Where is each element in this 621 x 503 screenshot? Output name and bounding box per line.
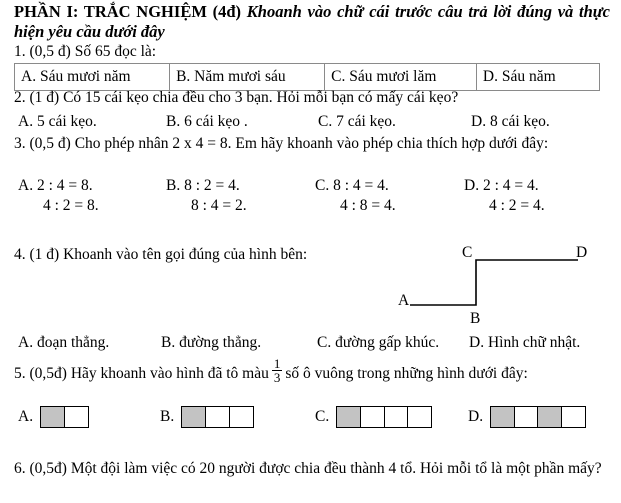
question-1-stem: 1. (0,5 đ) Số 65 đọc là:	[14, 43, 157, 60]
fraction-numerator: 1	[273, 356, 281, 371]
grid-cell	[490, 406, 515, 428]
shape-d-strip	[490, 406, 586, 428]
question-1-option-c[interactable]: C. Sáu mươi lăm	[325, 64, 477, 91]
grid-cell	[561, 406, 586, 428]
grid-cell	[360, 406, 385, 428]
question-1-options-table	[14, 63, 600, 91]
grid-cell	[229, 406, 254, 428]
question-2-option-a[interactable]: A. 5 cái kẹo.	[18, 113, 97, 130]
shape-c-strip	[336, 406, 432, 428]
question-3-option-d-line2[interactable]: 4 : 2 = 4.	[489, 197, 545, 214]
grid-cell	[514, 406, 539, 428]
question-5-shape-c[interactable]	[315, 402, 432, 432]
question-3-option-a-line1[interactable]: A. 2 : 4 = 8.	[18, 177, 93, 194]
question-4-stem: 4. (1 đ) Khoanh vào tên gọi đúng của hình bên:	[14, 246, 308, 263]
question-3-stem: 3. (0,5 đ) Cho phép nhân 2 x 4 = 8. Em hãy khoanh vào phép chia thích hợp dưới đây:	[14, 135, 549, 152]
grid-cell	[336, 406, 361, 428]
question-1-option-d[interactable]: D. Sáu năm	[476, 64, 599, 91]
grid-cell	[384, 406, 409, 428]
question-2-option-b[interactable]: B. 6 cái kẹo .	[166, 113, 248, 130]
question-4-figure	[398, 243, 588, 333]
grid-cell	[181, 406, 206, 428]
question-4-option-b[interactable]: B. đường thẳng.	[161, 334, 262, 351]
shape-a-letter: A.	[18, 408, 34, 426]
shape-c-letter: C.	[315, 408, 330, 426]
grid-cell	[205, 406, 230, 428]
question-5-shapes	[0, 402, 621, 436]
question-3-option-b-line2[interactable]: 8 : 4 = 2.	[191, 197, 247, 214]
question-5-stem-after: số ô vuông trong những hình dưới đây:	[285, 364, 528, 382]
question-3-option-a-line2[interactable]: 4 : 2 = 8.	[43, 197, 99, 214]
question-2-stem: 2. (1 đ) Có 15 cái kẹo chia đều cho 3 bạn. Hỏi mỗi bạn có mấy cái kẹo?	[14, 89, 459, 106]
grid-cell	[40, 406, 65, 428]
question-1-option-a[interactable]: A. Sáu mươi năm	[15, 64, 170, 91]
shape-d-letter: D.	[468, 408, 484, 426]
figure-label-b: B	[470, 310, 481, 327]
question-3-option-c-line1[interactable]: C. 8 : 4 = 4.	[315, 177, 389, 194]
grid-cell	[64, 406, 89, 428]
question-2-option-c[interactable]: C. 7 cái kẹo.	[318, 113, 396, 130]
part-heading	[14, 2, 610, 42]
question-4-option-a[interactable]: A. đoạn thẳng.	[18, 334, 110, 351]
question-5-shape-d[interactable]	[468, 402, 586, 432]
question-5-shape-a[interactable]	[18, 402, 89, 432]
grid-cell	[407, 406, 432, 428]
part-heading-bold: PHẦN I: TRẮC NGHIỆM (4đ)	[14, 2, 242, 21]
grid-cell	[537, 406, 562, 428]
question-2-option-d[interactable]: D. 8 cái kẹo.	[471, 113, 550, 130]
question-4-option-d[interactable]: D. Hình chữ nhật.	[469, 334, 581, 351]
figure-label-a: A	[398, 292, 410, 309]
fraction-one-third	[272, 357, 283, 385]
figure-label-c: C	[462, 244, 473, 261]
shape-b-strip	[181, 406, 253, 428]
part-heading-italic: Khoanh vào chữ cái trước câu trả lời đúng và thực hiện yêu cầu dưới đây	[14, 2, 610, 41]
question-4-option-c[interactable]: C. đường gấp khúc.	[317, 334, 440, 351]
shape-a-strip	[40, 406, 89, 428]
question-5-stem-before: 5. (0,5đ) Hãy khoanh vào hình đã tô màu	[14, 364, 269, 382]
question-3-option-c-line2[interactable]: 4 : 8 = 4.	[340, 197, 396, 214]
question-6-stem: 6. (0,5đ) Một đội làm việc có 20 người được chia đều thành 4 tổ. Hỏi mỗi tổ là một phần mấy?	[14, 460, 602, 477]
question-3-option-b-line1[interactable]: B. 8 : 2 = 4.	[166, 177, 240, 194]
polyline-figure-svg	[398, 243, 588, 333]
question-1-option-b[interactable]: B. Năm mươi sáu	[170, 64, 325, 91]
fraction-denominator: 3	[273, 370, 281, 386]
figure-label-d: D	[576, 244, 588, 261]
table-row	[15, 64, 600, 91]
question-5-shape-b[interactable]	[160, 402, 254, 432]
question-5-stem	[14, 358, 528, 386]
shape-b-letter: B.	[160, 408, 175, 426]
polyline-abcd	[410, 260, 578, 305]
question-3-option-d-line1[interactable]: D. 2 : 4 = 4.	[464, 177, 539, 194]
